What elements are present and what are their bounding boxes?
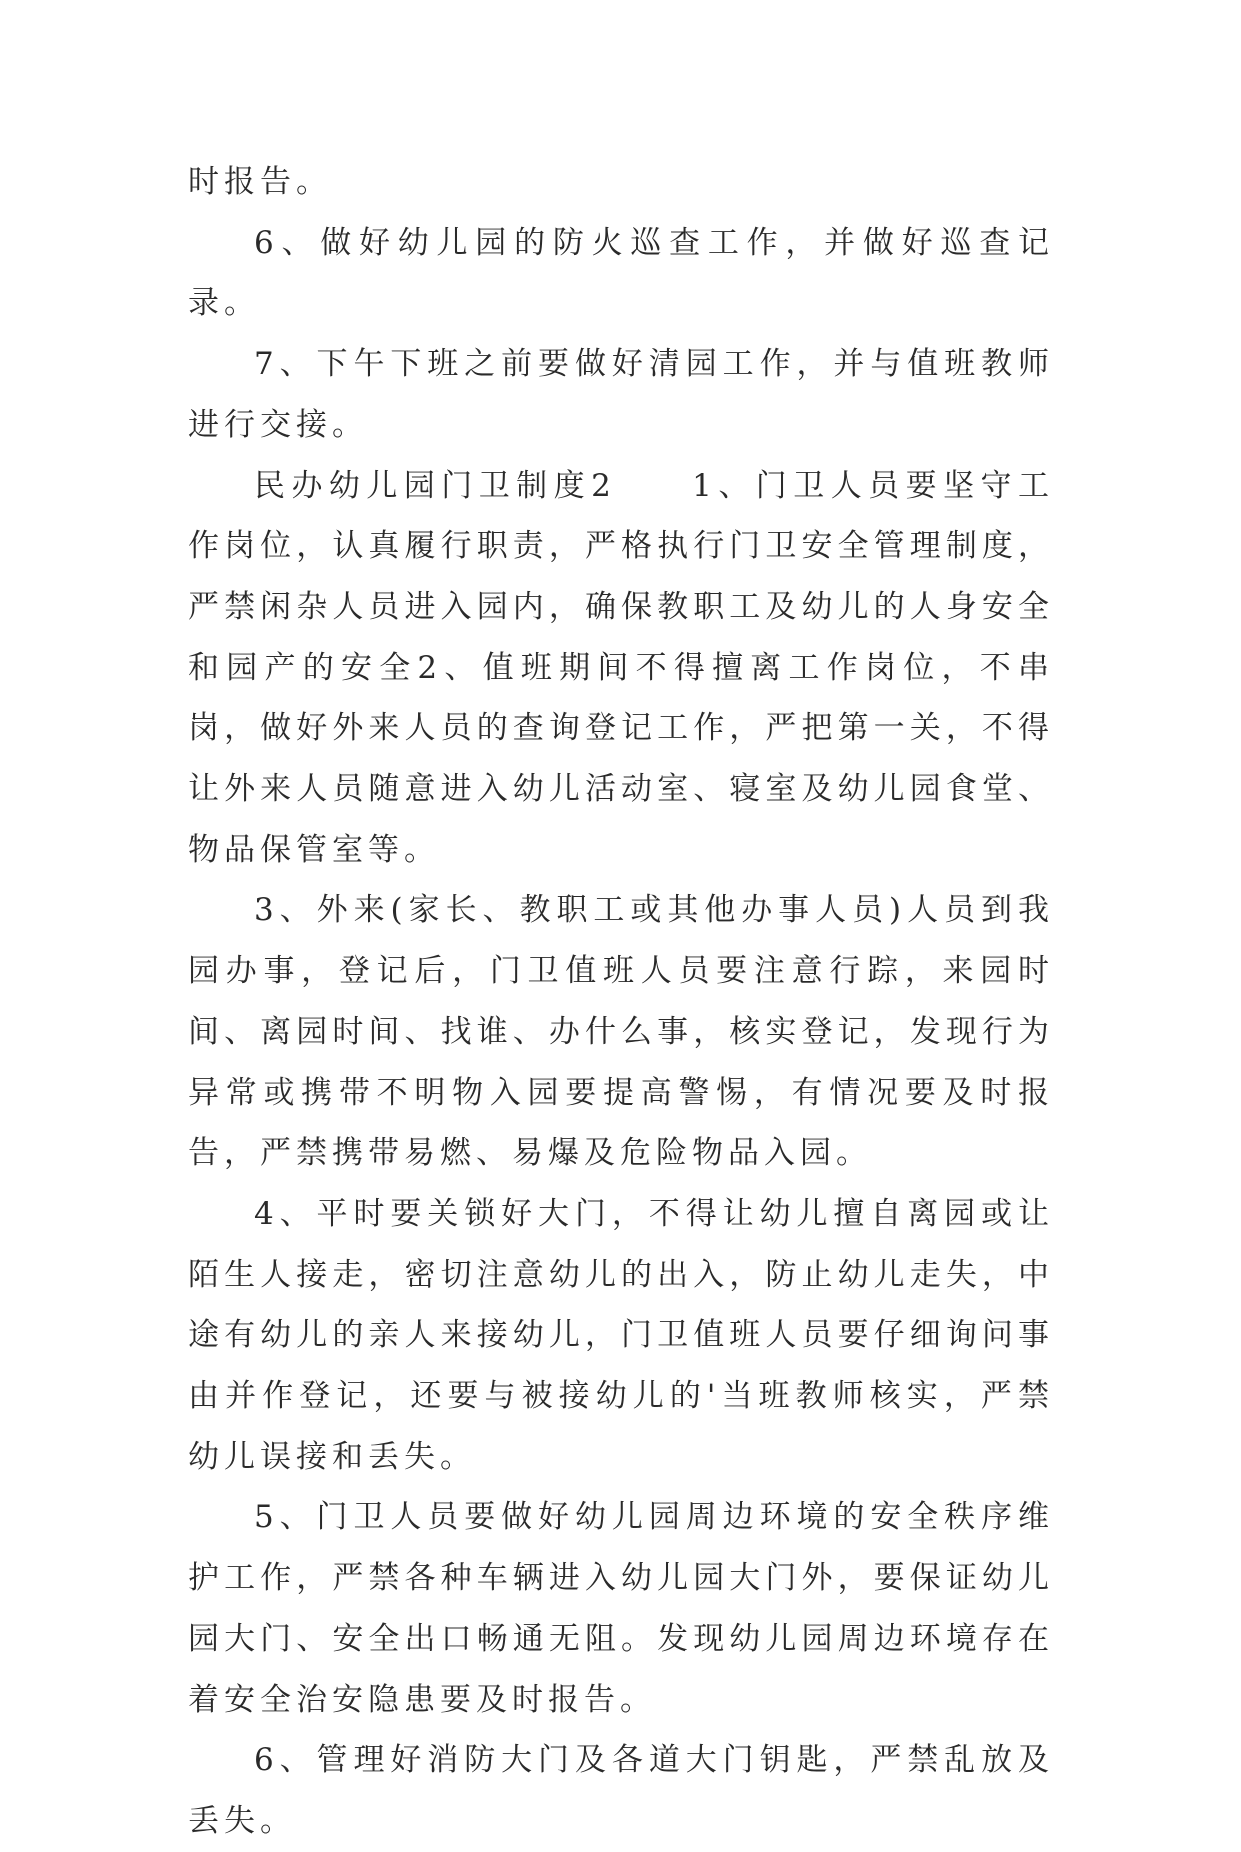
paragraph-item-5-surroundings: 5、门卫人员要做好幼儿园周边环境的安全秩序维护工作，严禁各种车辆进入幼儿园大门外，要保证幼儿园大门、安全出口畅通无阻。发现幼儿园周边环境存在着安全治安隐患要及时报告。 xyxy=(188,1499,1054,1718)
paragraph-item-4-gate-lock: 4、平时要关锁好大门，不得让幼儿擅自离园或让陌生人接走，密切注意幼儿的出入，防止幼儿走失，中途有幼儿的亲人来接幼儿，门卫值班人员要仔细询问事由并作登记，还要与被接幼儿的'当班教师核实，严禁幼儿误接和丢失。 xyxy=(188,1195,1054,1475)
paragraph-item-6-keys: 6、管理好消防大门及各道大门钥匙，严禁乱放及丢失。 xyxy=(188,1742,1054,1839)
paragraph-item-7-handover: 7、下午下班之前要做好清园工作，并与值班教师进行交接。 xyxy=(188,346,1054,443)
paragraph-item-6-fire-patrol: 6、做好幼儿园的防火巡查工作，并做好巡查记录。 xyxy=(188,224,1054,322)
paragraph-gate-rules-intro: 民办幼儿园门卫制度2 1、门卫人员要坚守工作岗位，认真履行职责，严格执行门卫安全管理制度，严禁闲杂人员进入园内，确保教职工及幼儿的人身安全和园产的安全2、值班期间不得擅离工作岗位，不串岗，做好外来人员的查询登记工作，严把第一关，不得让外来人员随意进入幼儿活动室、寝室及幼儿园食堂、物品保管室等。 xyxy=(188,467,1054,868)
document-body xyxy=(188,152,1054,1852)
paragraph-continuation: 时报告。 xyxy=(188,164,332,200)
paragraph-item-3-visitors: 3、外来(家长、教职工或其他办事人员)人员到我园办事，登记后，门卫值班人员要注意行踪，来园时间、离园时间、找谁、办什么事，核实登记，发现行为异常或携带不明物入园要提高警惕，有情况要及时报告，严禁携带易燃、易爆及危险物品入园。 xyxy=(188,892,1054,1172)
